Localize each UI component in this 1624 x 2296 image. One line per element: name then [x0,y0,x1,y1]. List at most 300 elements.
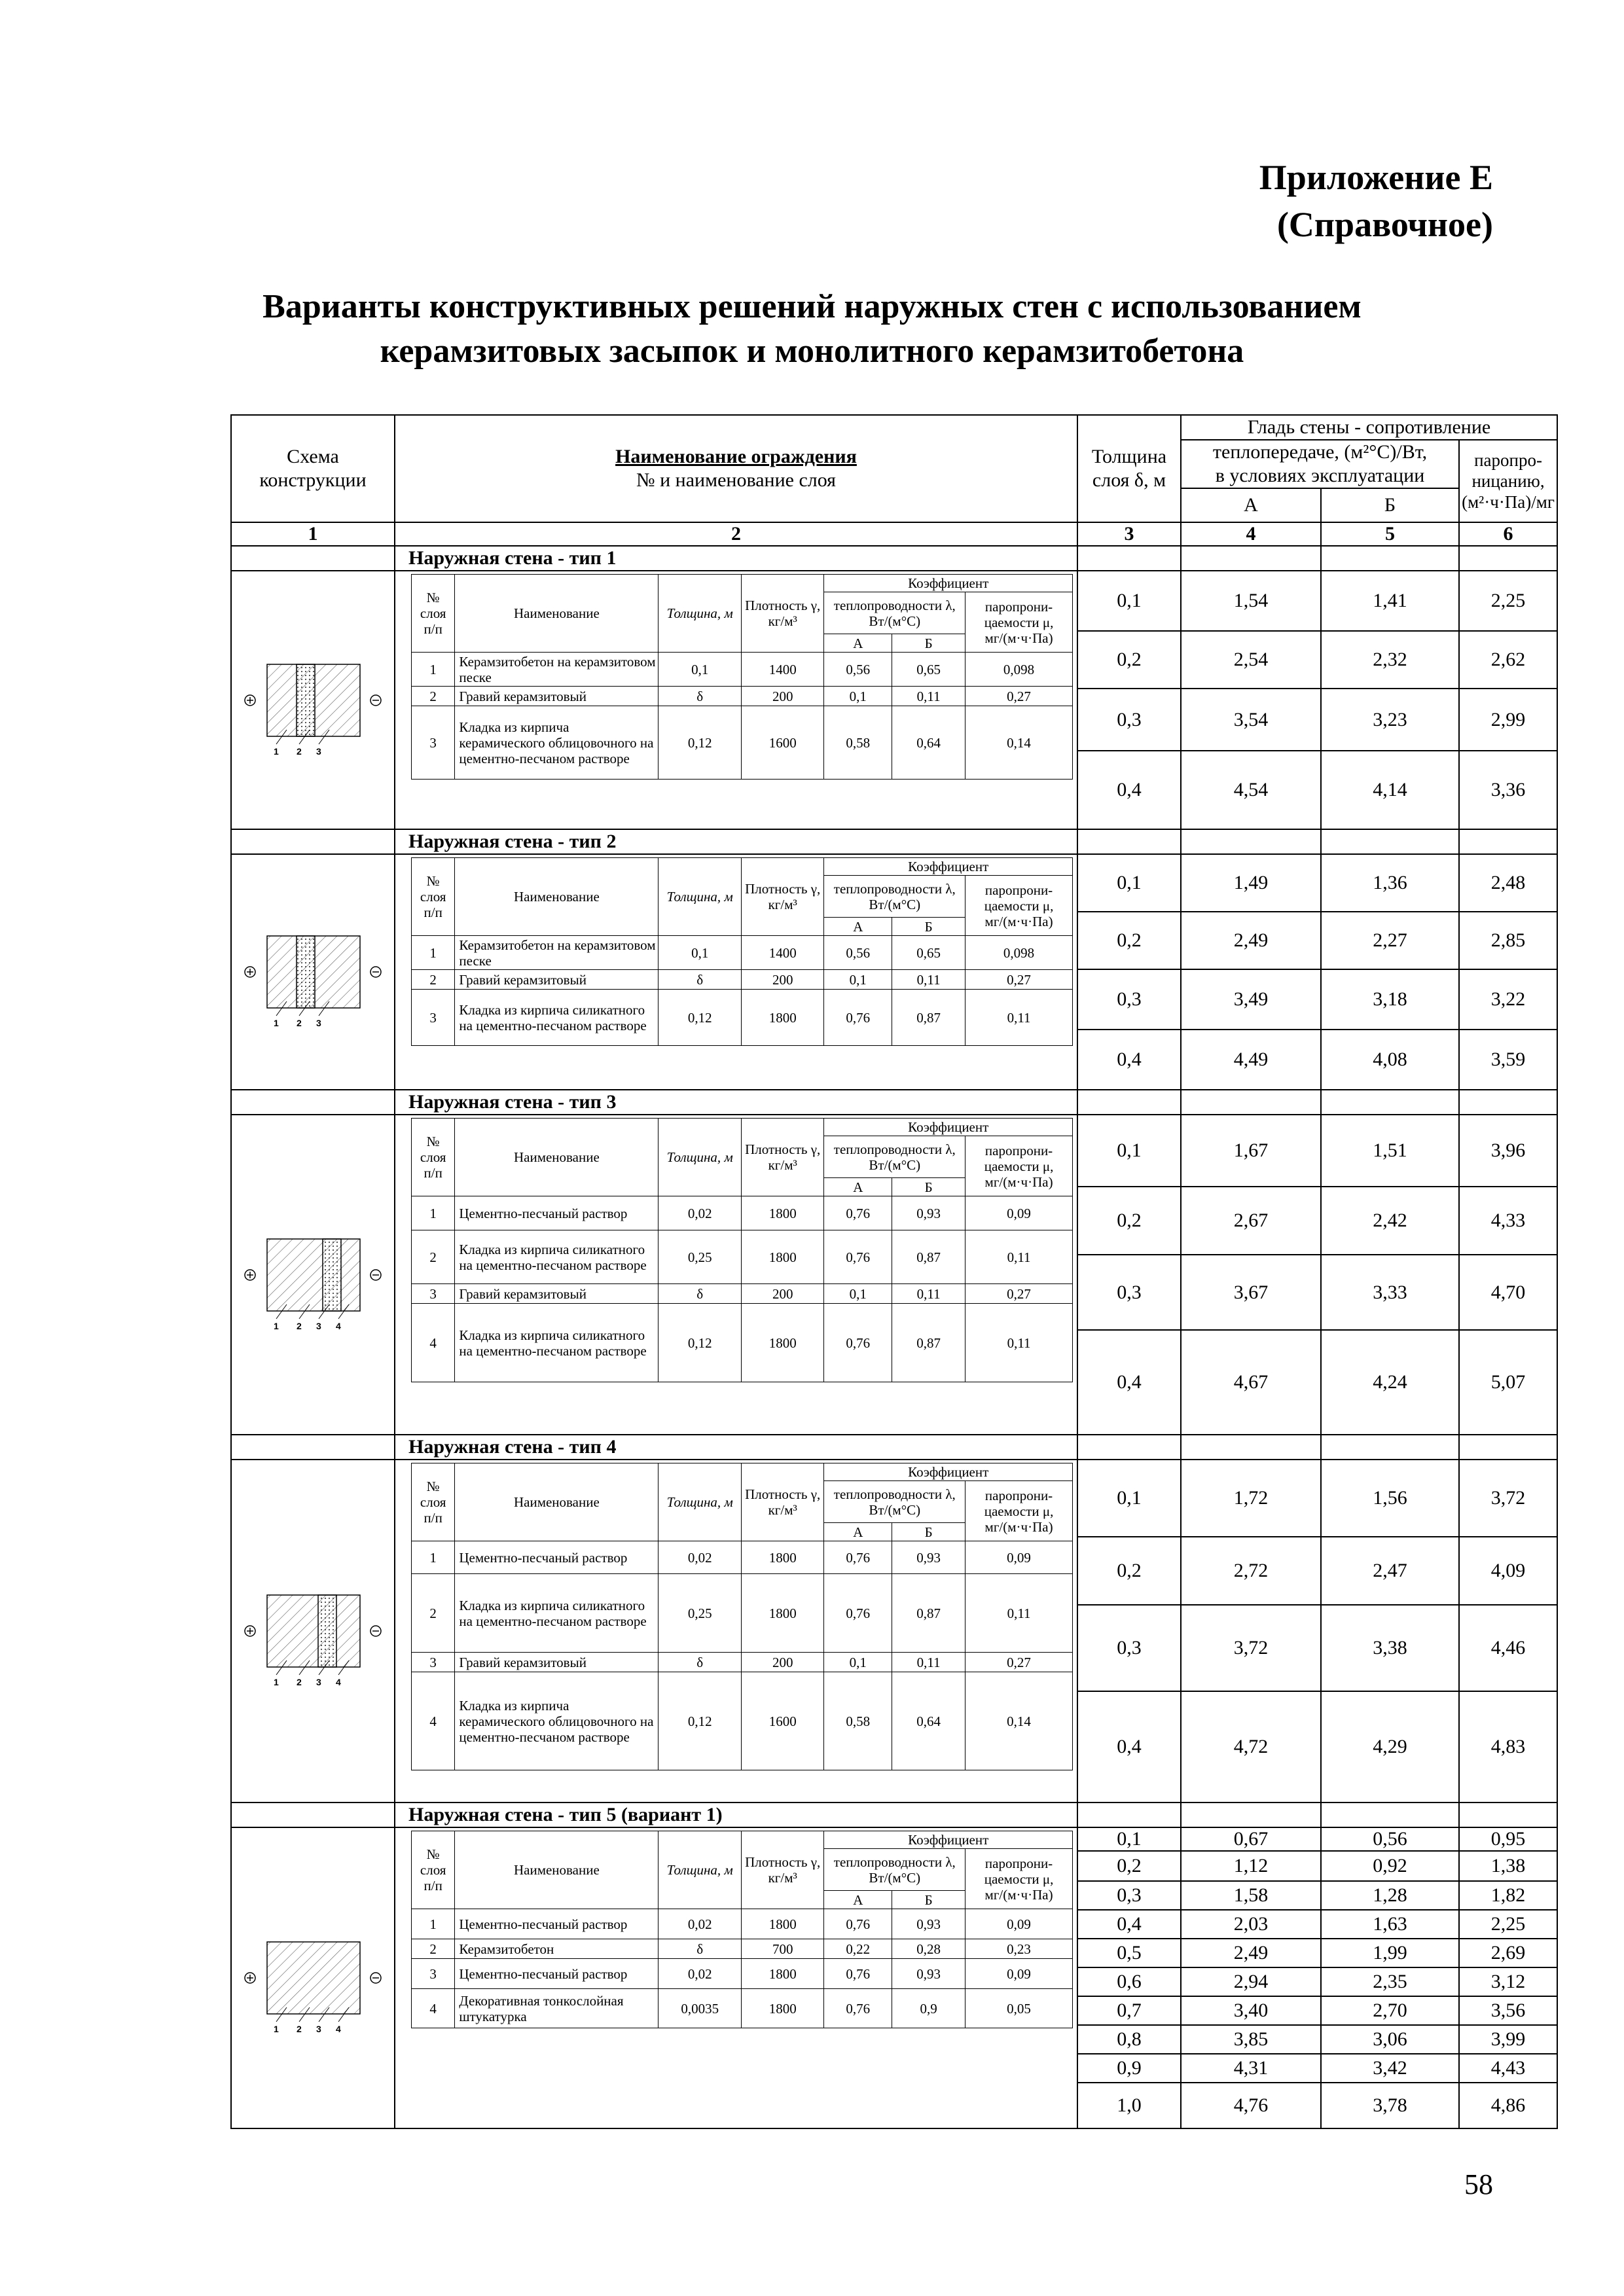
wall-schema [231,1460,395,1803]
layer-lambda-b: 0,11 [892,970,965,990]
header-thickness: Толщина слоя δ, м [1077,415,1181,522]
lh-name: Наименование [455,575,659,653]
layer-name: Керамзитобетон на керамзитовом песке [455,936,659,970]
layer-lambda-a: 0,76 [824,1989,892,2028]
layer-thickness: δ [659,970,742,990]
wall-section-diagram [241,910,385,1034]
lh-name: Наименование [455,1119,659,1196]
wall-schema [231,571,395,829]
r-value-a: 1,54 [1181,571,1321,631]
vapor-value: 2,25 [1459,571,1557,631]
layer-row [412,1541,1073,1574]
lh-coef: Коэффициент [824,1831,1073,1849]
lh-cond: теплопроводности λ, Вт/(м°С) [824,1849,965,1891]
lh-b: Б [892,1523,965,1541]
layer-lambda-b: 0,93 [892,1196,965,1230]
layer-name: Кладка из кирпича керамического облицовочного на цементно-песчаном растворе [455,1672,659,1770]
layers-cell [395,1460,1077,1803]
layer-lambda-b: 0,9 [892,1989,965,2028]
header-heat-cond: в условиях эксплуатации [1215,465,1425,486]
page-title [0,285,1624,374]
lh-no: № слоя п/п [412,1831,455,1909]
layer-thickness: δ [659,687,742,706]
wall-type-title: Наружная стена - тип 5 (вариант 1) [395,1803,1077,1827]
layer-row [412,1989,1073,2028]
delta-value: 0,3 [1077,969,1181,1030]
col-num: 5 [1321,522,1459,546]
r-value-b: 1,63 [1321,1910,1459,1939]
lh-b: Б [892,918,965,936]
layer-lambda-a: 0,56 [824,653,892,687]
lh-no: № слоя п/п [412,1463,455,1541]
delta-value: 0,3 [1077,1881,1181,1910]
result-row [231,854,1557,912]
layer-lambda-a: 0,76 [824,990,892,1046]
layer-thickness: 0,02 [659,1541,742,1574]
layer-no: 1 [412,653,455,687]
layer-mu: 0,09 [965,1196,1073,1230]
vapor-value: 4,86 [1459,2083,1557,2128]
layer-density: 1800 [741,990,824,1046]
layer-thickness: 0,02 [659,1959,742,1989]
header-group: Гладь стены - сопротивление [1181,415,1557,440]
vapor-value: 3,56 [1459,1996,1557,2025]
r-value-a: 0,67 [1181,1827,1321,1851]
layer-row [412,1672,1073,1770]
layer-label: 3 [316,2024,321,2034]
layer-label: 1 [274,1320,279,1331]
layer-density: 700 [741,1939,824,1959]
vapor-value: 1,38 [1459,1851,1557,1881]
appendix-type: (Справочное) [1276,205,1493,244]
r-value-b: 0,92 [1321,1851,1459,1881]
wall-section-diagram [241,1569,385,1693]
lh-name: Наименование [455,1831,659,1909]
r-value-a: 3,72 [1181,1605,1321,1691]
lh-a: А [824,1891,892,1909]
r-value-b: 1,41 [1321,571,1459,631]
lh-coef: Коэффициент [824,858,1073,876]
r-value-b: 1,99 [1321,1939,1459,1967]
vapor-value: 4,09 [1459,1537,1557,1605]
header-name [395,415,1077,522]
layer-no: 4 [412,1304,455,1382]
lh-cond: теплопроводности λ, Вт/(м°С) [824,1136,965,1178]
layer-lambda-b: 0,87 [892,1574,965,1653]
header-col-b: Б [1321,488,1459,522]
layer-mu: 0,11 [965,1230,1073,1284]
layer-no: 1 [412,1196,455,1230]
r-value-b: 3,78 [1321,2083,1459,2128]
layer-lambda-a: 0,1 [824,1653,892,1672]
r-value-a: 4,31 [1181,2054,1321,2083]
vapor-value: 4,83 [1459,1691,1557,1803]
r-value-a: 3,85 [1181,2025,1321,2054]
r-value-a: 1,12 [1181,1851,1321,1881]
delta-value: 0,2 [1077,631,1181,689]
r-value-b: 3,06 [1321,2025,1459,2054]
layer-name: Кладка из кирпича керамического облицовочного на цементно-песчаном растворе [455,706,659,780]
layer-no: 4 [412,1989,455,2028]
delta-value: 0,4 [1077,1030,1181,1090]
vapor-value: 5,07 [1459,1330,1557,1435]
layer-name: Цементно-песчаный раствор [455,1541,659,1574]
r-value-b: 2,47 [1321,1537,1459,1605]
lh-a: А [824,634,892,653]
layer-row [412,1196,1073,1230]
layer-lambda-b: 0,11 [892,1653,965,1672]
layer-no: 4 [412,1672,455,1770]
delta-value: 0,4 [1077,1910,1181,1939]
layer-no: 1 [412,936,455,970]
layer-thickness: 0,12 [659,706,742,780]
page-title-line-2: керамзитовых засыпок и монолитного керамзитобетона [380,332,1244,370]
r-value-a: 2,54 [1181,631,1321,689]
layer-lambda-b: 0,65 [892,653,965,687]
r-value-b: 4,29 [1321,1691,1459,1803]
layer-lambda-a: 0,76 [824,1541,892,1574]
layer-lambda-a: 0,1 [824,687,892,706]
delta-value: 0,4 [1077,751,1181,829]
layer-density: 1800 [741,1989,824,2028]
vapor-value: 3,99 [1459,2025,1557,2054]
layers-cell [395,571,1077,829]
layer-name: Гравий керамзитовый [455,687,659,706]
layer-name: Цементно-песчаный раствор [455,1196,659,1230]
vapor-value: 3,12 [1459,1967,1557,1996]
delta-value: 0,3 [1077,689,1181,751]
layer-density: 1600 [741,706,824,780]
r-value-b: 3,33 [1321,1255,1459,1330]
layer-no: 1 [412,1909,455,1939]
vapor-value: 4,70 [1459,1255,1557,1330]
layer-mu: 0,098 [965,653,1073,687]
layer-lambda-a: 0,1 [824,970,892,990]
layer-lambda-a: 0,76 [824,1574,892,1653]
layer-row [412,1304,1073,1382]
layer-mu: 0,05 [965,1989,1073,2028]
r-value-a: 2,72 [1181,1537,1321,1605]
r-value-b: 1,51 [1321,1115,1459,1187]
wall-type-title-row [231,1435,1557,1460]
layer-lambda-a: 0,58 [824,706,892,780]
layer-lambda-b: 0,11 [892,687,965,706]
delta-value: 0,1 [1077,854,1181,912]
wall-type-title: Наружная стена - тип 4 [395,1435,1077,1460]
layer-lambda-a: 0,76 [824,1196,892,1230]
layer-lambda-b: 0,87 [892,990,965,1046]
wall-type-title-row [231,1090,1557,1115]
layer-mu: 0,09 [965,1541,1073,1574]
lh-name: Наименование [455,1463,659,1541]
layer-lambda-b: 0,93 [892,1959,965,1989]
layer-density: 200 [741,687,824,706]
layer-density: 1800 [741,1909,824,1939]
header-col-a: А [1181,488,1321,522]
lh-thick: Толщина, м [659,575,742,653]
r-value-b: 2,32 [1321,631,1459,689]
r-value-a: 2,67 [1181,1187,1321,1255]
layers-table [411,1118,1073,1382]
r-value-a: 4,67 [1181,1330,1321,1435]
lh-vap: паропрони-цаемости μ, мг/(м·ч·Па) [965,1849,1073,1909]
layers-table [411,857,1073,1046]
layer-no: 2 [412,1574,455,1653]
r-value-b: 4,08 [1321,1030,1459,1090]
layer-row [412,706,1073,780]
wall-section-diagram [241,1916,385,2040]
layer-lambda-b: 0,64 [892,706,965,780]
delta-value: 0,8 [1077,2025,1181,2054]
layer-label: 2 [297,2024,302,2034]
layer-label: 3 [316,745,321,757]
lh-coef: Коэффициент [824,575,1073,592]
layer-no: 3 [412,1959,455,1989]
r-value-a: 2,03 [1181,1910,1321,1939]
lh-thick: Толщина, м [659,1463,742,1541]
r-value-b: 3,38 [1321,1605,1459,1691]
lh-vap: паропрони-цаемости μ, мг/(м·ч·Па) [965,1481,1073,1541]
lh-coef: Коэффициент [824,1119,1073,1136]
r-value-a: 4,76 [1181,2083,1321,2128]
layer-label: 1 [274,2024,279,2034]
vapor-value: 3,59 [1459,1030,1557,1090]
layer-label: 2 [297,1320,302,1331]
vapor-value: 2,62 [1459,631,1557,689]
lh-vap: паропрони-цаемости μ, мг/(м·ч·Па) [965,592,1073,653]
layer-density: 1600 [741,1672,824,1770]
layer-lambda-b: 0,65 [892,936,965,970]
layer-mu: 0,27 [965,1653,1073,1672]
layer-lambda-a: 0,76 [824,1304,892,1382]
layer-density: 1800 [741,1230,824,1284]
layer-density: 1800 [741,1574,824,1653]
delta-value: 0,2 [1077,1851,1181,1881]
layer-lambda-a: 0,76 [824,1230,892,1284]
layer-no: 2 [412,1230,455,1284]
delta-value: 0,1 [1077,1460,1181,1537]
vapor-value: 2,25 [1459,1910,1557,1939]
layer-no: 3 [412,1284,455,1304]
r-value-b: 4,14 [1321,751,1459,829]
layer-label: 4 [336,2024,341,2034]
layer-thickness: 0,1 [659,653,742,687]
r-value-a: 4,49 [1181,1030,1321,1090]
lh-coef: Коэффициент [824,1463,1073,1481]
page-title-line-1: Варианты конструктивных решений наружных стен с использованием [262,288,1362,325]
lh-no: № слоя п/п [412,858,455,936]
layer-lambda-b: 0,11 [892,1284,965,1304]
result-row [231,1115,1557,1187]
layer-label: 1 [274,1018,279,1028]
layer-label: 3 [316,1320,321,1331]
result-row [231,571,1557,631]
layer-no: 3 [412,1653,455,1672]
layer-label: 3 [316,1677,321,1687]
layers-cell [395,1827,1077,2128]
layer-mu: 0,09 [965,1909,1073,1939]
layer-row [412,1939,1073,1959]
layer-row [412,990,1073,1046]
column-number-row [231,522,1557,546]
header-vapor: паропро-ницанию, (м²·ч·Па)/мг [1459,440,1557,522]
layer-row [412,936,1073,970]
layer-thickness: 0,02 [659,1196,742,1230]
appendix-label: Приложение Е [1259,158,1493,197]
layer-lambda-a: 0,76 [824,1959,892,1989]
layer-no: 2 [412,970,455,990]
r-value-a: 1,72 [1181,1460,1321,1537]
layer-row [412,1959,1073,1989]
wall-type-title: Наружная стена - тип 3 [395,1090,1077,1115]
layer-thickness: 0,12 [659,1304,742,1382]
layer-row [412,1909,1073,1939]
vapor-value: 3,22 [1459,969,1557,1030]
layer-mu: 0,14 [965,1672,1073,1770]
header-heat [1181,440,1459,488]
r-value-b: 2,35 [1321,1967,1459,1996]
layer-lambda-b: 0,64 [892,1672,965,1770]
delta-value: 1,0 [1077,2083,1181,2128]
col-num: 1 [231,522,395,546]
lh-name: Наименование [455,858,659,936]
vapor-value: 4,43 [1459,2054,1557,2083]
wall-type-title: Наружная стена - тип 2 [395,829,1077,854]
vapor-value: 0,95 [1459,1827,1557,1851]
layer-row [412,970,1073,990]
layer-thickness: δ [659,1284,742,1304]
r-value-a: 3,40 [1181,1996,1321,2025]
lh-thick: Толщина, м [659,858,742,936]
layer-density: 1800 [741,1304,824,1382]
layer-name: Керамзитобетон [455,1939,659,1959]
wall-section-diagram [241,638,385,762]
layer-lambda-b: 0,87 [892,1230,965,1284]
header-schema: Схема конструкции [231,415,395,522]
layer-thickness: δ [659,1653,742,1672]
layer-mu: 0,14 [965,706,1073,780]
r-value-a: 2,49 [1181,912,1321,969]
layer-density: 1800 [741,1959,824,1989]
layer-lambda-a: 0,22 [824,1939,892,1959]
layer-mu: 0,11 [965,1304,1073,1382]
vapor-value: 2,85 [1459,912,1557,969]
layer-name: Кладка из кирпича силикатного на цементно-песчаном растворе [455,990,659,1046]
r-value-b: 1,36 [1321,854,1459,912]
page-number: 58 [1464,2168,1493,2200]
r-value-a: 4,54 [1181,751,1321,829]
delta-value: 0,1 [1077,571,1181,631]
layer-label: 1 [274,1677,279,1687]
layer-name: Цементно-песчаный раствор [455,1909,659,1939]
delta-value: 0,3 [1077,1255,1181,1330]
layer-density: 1800 [741,1541,824,1574]
layer-label: 2 [297,1677,302,1687]
lh-b: Б [892,1891,965,1909]
header-name-sub: № и наименование слоя [636,469,836,491]
layers-table [411,574,1073,780]
layer-row [412,1574,1073,1653]
layer-thickness: 0,12 [659,990,742,1046]
layer-thickness: 0,25 [659,1230,742,1284]
wall-section-diagram [241,1213,385,1337]
layer-density: 1400 [741,936,824,970]
layer-name: Керамзитобетон на керамзитовом песке [455,653,659,687]
layers-cell [395,854,1077,1090]
delta-value: 0,1 [1077,1827,1181,1851]
lh-vap: паропрони-цаемости μ, мг/(м·ч·Па) [965,1136,1073,1196]
lh-density: Плотность γ, кг/м³ [741,858,824,936]
layer-thickness: 0,1 [659,936,742,970]
r-value-a: 1,67 [1181,1115,1321,1187]
layer-name: Кладка из кирпича силикатного на цементно-песчаном растворе [455,1304,659,1382]
lh-cond: теплопроводности λ, Вт/(м°С) [824,876,965,918]
layer-density: 1400 [741,653,824,687]
vapor-value: 2,48 [1459,854,1557,912]
layer-name: Кладка из кирпича силикатного на цементно-песчаном растворе [455,1230,659,1284]
layer-row [412,687,1073,706]
layer-thickness: 0,02 [659,1909,742,1939]
lh-cond: теплопроводности λ, Вт/(м°С) [824,1481,965,1523]
r-value-a: 1,58 [1181,1881,1321,1910]
r-value-b: 2,27 [1321,912,1459,969]
layer-mu: 0,27 [965,970,1073,990]
layer-name: Декоративная тонкослойная штукатурка [455,1989,659,2028]
col-num: 3 [1077,522,1181,546]
lh-density: Плотность γ, кг/м³ [741,1831,824,1909]
vapor-value: 3,72 [1459,1460,1557,1537]
delta-value: 0,2 [1077,1537,1181,1605]
layer-lambda-a: 0,56 [824,936,892,970]
header-name-title: Наименование ограждения [615,446,857,467]
r-value-b: 4,24 [1321,1330,1459,1435]
layer-row [412,1284,1073,1304]
layer-mu: 0,11 [965,990,1073,1046]
lh-a: А [824,1178,892,1196]
delta-value: 0,1 [1077,1115,1181,1187]
header-heat-label: теплопередаче, (м²°С)/Вт, [1212,441,1428,463]
layer-no: 1 [412,1541,455,1574]
layer-no: 2 [412,687,455,706]
lh-vap: паропрони-цаемости μ, мг/(м·ч·Па) [965,876,1073,936]
layer-name: Гравий керамзитовый [455,1284,659,1304]
r-value-a: 3,49 [1181,969,1321,1030]
layer-label: 2 [297,745,302,757]
r-value-a: 2,94 [1181,1967,1321,1996]
layer-lambda-b: 0,28 [892,1939,965,1959]
layer-name: Гравий керамзитовый [455,970,659,990]
layers-table [411,1463,1073,1770]
lh-a: А [824,1523,892,1541]
appendix-heading [1259,154,1493,248]
layer-lambda-b: 0,93 [892,1541,965,1574]
layer-mu: 0,23 [965,1939,1073,1959]
wall-schema [231,854,395,1090]
delta-value: 0,7 [1077,1996,1181,2025]
layers-cell [395,1115,1077,1435]
lh-density: Плотность γ, кг/м³ [741,1119,824,1196]
wall-type-title-row [231,829,1557,854]
layer-row [412,653,1073,687]
layer-name: Кладка из кирпича силикатного на цементно-песчаном растворе [455,1574,659,1653]
vapor-value: 4,33 [1459,1187,1557,1255]
lh-thick: Толщина, м [659,1831,742,1909]
layer-mu: 0,098 [965,936,1073,970]
result-row [231,1827,1557,1851]
vapor-value: 2,99 [1459,689,1557,751]
layer-density: 200 [741,970,824,990]
layer-label: 4 [336,1320,341,1331]
